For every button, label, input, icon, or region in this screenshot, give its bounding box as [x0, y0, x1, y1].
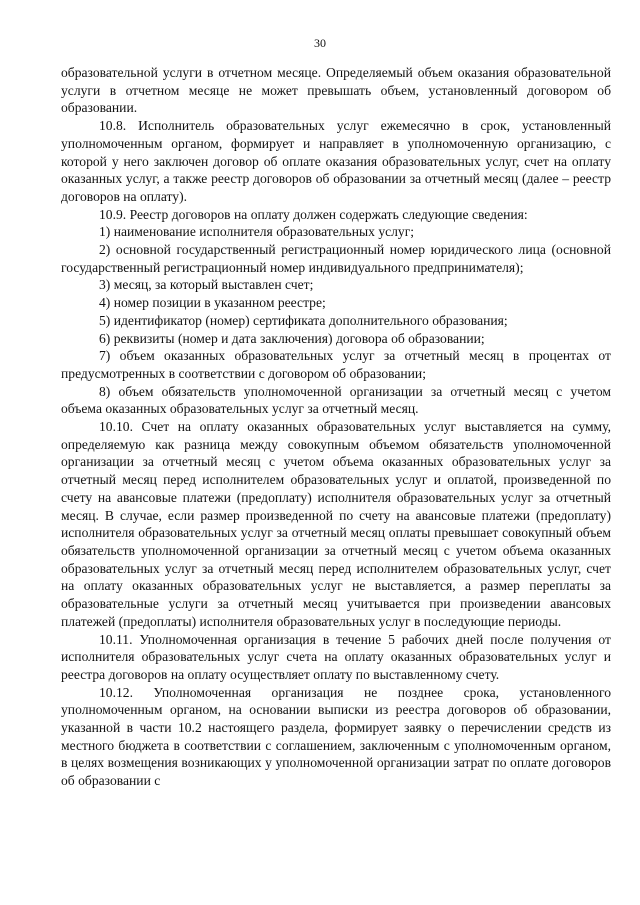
paragraph: 10.10. Счет на оплату оказанных образовательных услуг выставляется на сумму, определяемую как разница между совокупным объемом обязательств уполномоченной организации за отчетный месяц с учетом объема оказанных образовательных услуг за отчетный месяц перед исполнителем образовательных услуг и оплатой, произведенной по счету на авансовые платежи (предоплату) исполнителя образовательных услуг за отчетный месяц. В случае, если размер произведенной по счету на авансовые платежи (предоплату) исполнителя образовательных услуг за отчетный месяц оплаты превышает совокупный объем обязательств уполномоченной организации за отчетный месяц с учетом объема оказанных образовательных услуг за отчетный месяц перед исполнителем образовательных услуг, счет на оплату оказанных образовательных услуг не выставляется, а размер переплаты за образовательные услуги за отчетный месяц учитывается при произведении авансовых платежей (предоплаты) исполнителя образовательных услуг в последующие периоды.: [61, 419, 611, 629]
paragraph: 1) наименование исполнителя образовательных услуг;: [99, 224, 415, 240]
paragraph: 10.8. Исполнитель образовательных услуг ежемесячно в срок, установленный уполномоченным органом, формирует и направляет в уполномоченную организацию, с которой у него заключен договор об оплате оказания образовательных услуг, счет на оплату оказанных услуг, а также реестр договоров об образовании за отчетный месяц (далее – реестр договоров на оплату).: [61, 118, 611, 204]
paragraph: 10.11. Уполномоченная организация в течение 5 рабочих дней после получения от исполнителя образовательных услуг счета на оплату оказанных образовательных услуг и реестра договоров на оплату осуществляет оплату по выставленному счету.: [61, 631, 611, 682]
paragraph: 3) месяц, за который выставлен счет;: [99, 277, 314, 293]
paragraph: образовательной услуги в отчетном месяце. Определяемый объем оказания образовательной услуги в отчетном месяце не может превышать объем, установленный договором об образовании.: [61, 65, 611, 116]
paragraph: 4) номер позиции в указанном реестре;: [99, 295, 326, 311]
page-number: 30: [314, 36, 326, 50]
paragraph: 10.9. Реестр договоров на оплату должен содержать следующие сведения:: [99, 206, 528, 222]
paragraph: 6) реквизиты (номер и дата заключения) договора об образовании;: [99, 330, 485, 346]
paragraph: 10.12. Уполномоченная организация не позднее срока, установленного уполномоченным органом, на основании выписки из реестра договоров об образовании, указанной в части 10.2 настоящего раздела, формирует заявку о перечислении средств из местного бюджета в соответствии с соглашением, заключенным с уполномоченным органом, в целях возмещения возникающих у уполномоченной организации затрат по оплате договоров об образовании с: [61, 684, 611, 789]
paragraph: 7) объем оказанных образовательных услуг за отчетный месяц в процентах от предусмотренных в соответствии с договором об образовании;: [61, 348, 611, 381]
document-body: [61, 64, 611, 790]
paragraph: 5) идентификатор (номер) сертификата дополнительного образования;: [99, 312, 508, 328]
paragraph: 2) основной государственный регистрационный номер юридического лица (основной государственный регистрационный номер индивидуального предпринимателя);: [61, 242, 611, 275]
paragraph: 8) объем обязательств уполномоченной организации за отчетный месяц с учетом объема оказанных образовательных услуг за отчетный месяц.: [61, 383, 611, 417]
